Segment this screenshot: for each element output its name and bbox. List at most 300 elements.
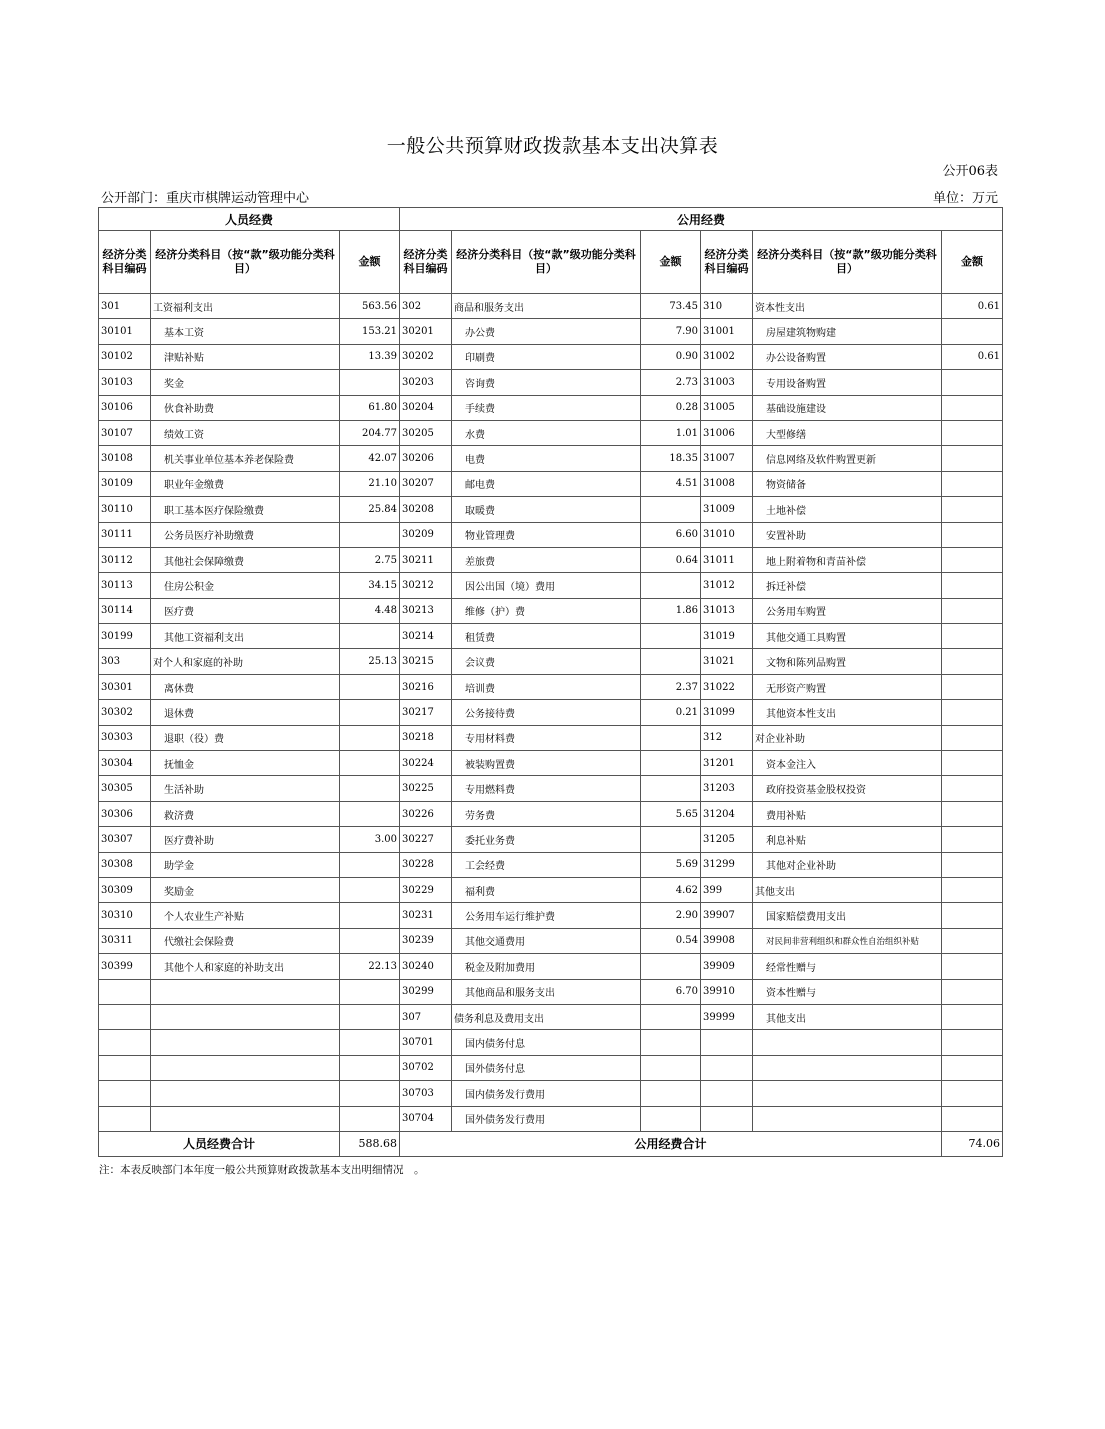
item-code: 39999 — [701, 1004, 753, 1029]
table-row — [99, 547, 1003, 572]
item-name: 资本性支出 — [753, 294, 942, 319]
item-amount — [641, 776, 701, 801]
item-code: 30212 — [400, 573, 452, 598]
item-name: 经常性赠与 — [753, 954, 942, 979]
table-row — [99, 1030, 1003, 1055]
item-amount: 563.56 — [340, 294, 400, 319]
item-name: 对企业补助 — [753, 725, 942, 750]
item-name — [753, 1106, 942, 1131]
item-code: 310 — [701, 294, 753, 319]
item-name: 物业管理费 — [452, 522, 641, 547]
item-code: 30215 — [400, 649, 452, 674]
item-amount: 0.21 — [641, 700, 701, 725]
item-code: 312 — [701, 725, 753, 750]
item-code: 30209 — [400, 522, 452, 547]
item-code: 30208 — [400, 497, 452, 522]
item-code: 31006 — [701, 420, 753, 445]
item-code: 307 — [400, 1004, 452, 1029]
expenditure-table — [98, 207, 1003, 1157]
item-amount — [942, 801, 1003, 826]
table-row — [99, 776, 1003, 801]
name-header: 经济分类科目（按“款”级功能分类科目） — [452, 231, 641, 294]
table-row — [99, 649, 1003, 674]
item-amount: 73.45 — [641, 294, 701, 319]
item-name: 信息网络及软件购置更新 — [753, 446, 942, 471]
personnel-total-label: 人员经费合计 — [99, 1131, 340, 1156]
item-amount — [942, 751, 1003, 776]
item-amount — [942, 522, 1003, 547]
item-code — [99, 979, 151, 1004]
table-row — [99, 522, 1003, 547]
item-name: 公务用车购置 — [753, 598, 942, 623]
item-code: 30110 — [99, 497, 151, 522]
item-name: 工会经费 — [452, 852, 641, 877]
item-name: 物资储备 — [753, 471, 942, 496]
item-name: 其他交通工具购置 — [753, 624, 942, 649]
item-name: 退休费 — [151, 700, 340, 725]
item-code — [701, 1030, 753, 1055]
table-row — [99, 497, 1003, 522]
item-code: 30206 — [400, 446, 452, 471]
item-amount — [340, 1081, 400, 1106]
item-name: 租赁费 — [452, 624, 641, 649]
item-amount — [942, 547, 1003, 572]
public-total-label: 公用经费合计 — [400, 1131, 942, 1156]
item-code: 30111 — [99, 522, 151, 547]
item-amount: 2.75 — [340, 547, 400, 572]
item-code: 30202 — [400, 344, 452, 369]
item-amount — [641, 827, 701, 852]
item-amount: 2.90 — [641, 903, 701, 928]
item-code: 30108 — [99, 446, 151, 471]
item-name: 水费 — [452, 420, 641, 445]
item-code: 31021 — [701, 649, 753, 674]
item-amount — [340, 801, 400, 826]
item-amount: 21.10 — [340, 471, 400, 496]
public-group-header: 公用经费 — [400, 208, 1003, 231]
item-code: 30704 — [400, 1106, 452, 1131]
item-code: 31001 — [701, 319, 753, 344]
item-name: 奖励金 — [151, 877, 340, 902]
item-code: 30299 — [400, 979, 452, 1004]
table-row — [99, 420, 1003, 445]
item-name: 委托业务费 — [452, 827, 641, 852]
item-code: 31201 — [701, 751, 753, 776]
item-name: 其他个人和家庭的补助支出 — [151, 954, 340, 979]
item-amount: 204.77 — [340, 420, 400, 445]
item-code: 31012 — [701, 573, 753, 598]
item-amount: 25.13 — [340, 649, 400, 674]
item-code: 31007 — [701, 446, 753, 471]
item-code: 31299 — [701, 852, 753, 877]
item-amount — [340, 674, 400, 699]
item-name: 维修（护）费 — [452, 598, 641, 623]
item-amount — [942, 776, 1003, 801]
item-code: 30702 — [400, 1055, 452, 1080]
table-row — [99, 573, 1003, 598]
item-code: 39910 — [701, 979, 753, 1004]
item-code: 30213 — [400, 598, 452, 623]
item-amount — [942, 827, 1003, 852]
table-row — [99, 852, 1003, 877]
item-name — [151, 979, 340, 1004]
amount-header: 金额 — [942, 231, 1003, 294]
item-name: 绩效工资 — [151, 420, 340, 445]
item-code: 30218 — [400, 725, 452, 750]
item-amount — [942, 624, 1003, 649]
item-amount — [942, 319, 1003, 344]
item-amount: 4.48 — [340, 598, 400, 623]
item-code: 301 — [99, 294, 151, 319]
item-amount — [942, 649, 1003, 674]
item-code: 31099 — [701, 700, 753, 725]
item-name: 福利费 — [452, 877, 641, 902]
item-amount — [641, 1081, 701, 1106]
item-name: 被装购置费 — [452, 751, 641, 776]
code-header: 经济分类科目编码 — [701, 231, 753, 294]
item-amount — [641, 1004, 701, 1029]
item-name — [753, 1030, 942, 1055]
item-code: 30114 — [99, 598, 151, 623]
item-name: 生活补助 — [151, 776, 340, 801]
table-row — [99, 877, 1003, 902]
department-label: 公开部门：重庆市棋牌运动管理中心 — [101, 191, 310, 206]
name-header: 经济分类科目（按“款”级功能分类科目） — [753, 231, 942, 294]
unit-label: 单位：万元 — [932, 191, 998, 206]
item-code: 30106 — [99, 395, 151, 420]
table-row — [99, 928, 1003, 953]
item-name: 大型修缮 — [753, 420, 942, 445]
code-header: 经济分类科目编码 — [400, 231, 452, 294]
item-name: 津贴补贴 — [151, 344, 340, 369]
item-amount: 0.61 — [942, 294, 1003, 319]
item-amount — [340, 624, 400, 649]
item-name: 医疗费补助 — [151, 827, 340, 852]
item-amount — [942, 1106, 1003, 1131]
item-code — [99, 1055, 151, 1080]
item-code: 30112 — [99, 547, 151, 572]
code-header: 经济分类科目编码 — [99, 231, 151, 294]
item-code: 31022 — [701, 674, 753, 699]
item-code: 30199 — [99, 624, 151, 649]
item-code: 30302 — [99, 700, 151, 725]
item-amount — [641, 1030, 701, 1055]
item-code: 30305 — [99, 776, 151, 801]
item-name: 其他商品和服务支出 — [452, 979, 641, 1004]
item-amount — [641, 624, 701, 649]
item-name: 邮电费 — [452, 471, 641, 496]
item-amount — [340, 1030, 400, 1055]
item-code: 30205 — [400, 420, 452, 445]
item-name: 公务接待费 — [452, 700, 641, 725]
table-row — [99, 827, 1003, 852]
item-code: 30224 — [400, 751, 452, 776]
item-name: 对民间非营利组织和群众性自治组织补贴 — [753, 928, 942, 953]
item-code: 30214 — [400, 624, 452, 649]
item-code: 31203 — [701, 776, 753, 801]
item-name: 国内债务发行费用 — [452, 1081, 641, 1106]
personnel-total-amount: 588.68 — [340, 1131, 400, 1156]
table-row — [99, 471, 1003, 496]
item-name: 住房公积金 — [151, 573, 340, 598]
table-row — [99, 294, 1003, 319]
item-code: 302 — [400, 294, 452, 319]
item-amount: 0.64 — [641, 547, 701, 572]
item-name: 救济费 — [151, 801, 340, 826]
item-name: 土地补偿 — [753, 497, 942, 522]
item-name: 个人农业生产补贴 — [151, 903, 340, 928]
item-code: 30103 — [99, 370, 151, 395]
item-code: 39907 — [701, 903, 753, 928]
item-code: 30204 — [400, 395, 452, 420]
name-header: 经济分类科目（按“款”级功能分类科目） — [151, 231, 340, 294]
item-code: 31013 — [701, 598, 753, 623]
table-row — [99, 446, 1003, 471]
item-code: 39908 — [701, 928, 753, 953]
item-name: 手续费 — [452, 395, 641, 420]
item-amount — [340, 776, 400, 801]
item-code: 31010 — [701, 522, 753, 547]
item-code — [99, 1106, 151, 1131]
page-title: 一般公共预算财政拨款基本支出决算表 — [386, 135, 719, 157]
item-name: 其他社会保障缴费 — [151, 547, 340, 572]
item-code — [701, 1081, 753, 1106]
form-number: 公开06表 — [942, 164, 998, 179]
table-row — [99, 725, 1003, 750]
item-amount: 2.37 — [641, 674, 701, 699]
item-amount — [641, 725, 701, 750]
item-amount — [340, 852, 400, 877]
item-amount — [942, 1030, 1003, 1055]
item-amount: 1.86 — [641, 598, 701, 623]
item-name: 基础设施建设 — [753, 395, 942, 420]
item-code: 30227 — [400, 827, 452, 852]
table-body — [99, 294, 1003, 1132]
table-row — [99, 370, 1003, 395]
item-amount — [340, 370, 400, 395]
item-name: 代缴社会保险费 — [151, 928, 340, 953]
table-row — [99, 598, 1003, 623]
item-code: 31204 — [701, 801, 753, 826]
personnel-group-header: 人员经费 — [99, 208, 400, 231]
item-amount — [942, 370, 1003, 395]
item-amount: 22.13 — [340, 954, 400, 979]
item-amount: 6.60 — [641, 522, 701, 547]
item-amount: 153.21 — [340, 319, 400, 344]
item-code: 30310 — [99, 903, 151, 928]
table-row — [99, 395, 1003, 420]
item-amount: 4.51 — [641, 471, 701, 496]
item-code: 30107 — [99, 420, 151, 445]
item-amount: 6.70 — [641, 979, 701, 1004]
item-amount — [641, 1106, 701, 1131]
item-name: 伙食补助费 — [151, 395, 340, 420]
item-name: 助学金 — [151, 852, 340, 877]
item-name: 取暖费 — [452, 497, 641, 522]
item-code: 30399 — [99, 954, 151, 979]
item-amount — [641, 573, 701, 598]
item-amount — [942, 420, 1003, 445]
table-row — [99, 319, 1003, 344]
item-amount — [641, 954, 701, 979]
item-name: 其他交通费用 — [452, 928, 641, 953]
item-code: 30301 — [99, 674, 151, 699]
item-amount: 0.90 — [641, 344, 701, 369]
item-code: 31005 — [701, 395, 753, 420]
item-amount — [942, 573, 1003, 598]
item-amount: 61.80 — [340, 395, 400, 420]
item-name: 利息补贴 — [753, 827, 942, 852]
table-row — [99, 1004, 1003, 1029]
item-code: 31009 — [701, 497, 753, 522]
table-row — [99, 751, 1003, 776]
item-amount — [340, 522, 400, 547]
item-name: 对个人和家庭的补助 — [151, 649, 340, 674]
table-row — [99, 979, 1003, 1004]
item-name: 国外债务付息 — [452, 1055, 641, 1080]
item-amount — [340, 725, 400, 750]
item-code: 30201 — [400, 319, 452, 344]
item-name: 机关事业单位基本养老保险费 — [151, 446, 340, 471]
item-name: 资本性赠与 — [753, 979, 942, 1004]
amount-header: 金额 — [641, 231, 701, 294]
item-name: 商品和服务支出 — [452, 294, 641, 319]
item-amount — [340, 1055, 400, 1080]
item-name: 办公费 — [452, 319, 641, 344]
item-amount — [641, 497, 701, 522]
item-name: 专用燃料费 — [452, 776, 641, 801]
item-amount — [942, 903, 1003, 928]
item-code: 30703 — [400, 1081, 452, 1106]
item-code: 30303 — [99, 725, 151, 750]
item-code: 30211 — [400, 547, 452, 572]
item-name: 文物和陈列品购置 — [753, 649, 942, 674]
item-name — [753, 1081, 942, 1106]
item-name: 培训费 — [452, 674, 641, 699]
item-name: 电费 — [452, 446, 641, 471]
item-name — [151, 1004, 340, 1029]
amount-header: 金额 — [340, 231, 400, 294]
item-amount — [942, 1055, 1003, 1080]
item-name: 债务利息及费用支出 — [452, 1004, 641, 1029]
item-name — [151, 1055, 340, 1080]
item-name: 拆迁补偿 — [753, 573, 942, 598]
item-code — [701, 1106, 753, 1131]
table-row — [99, 344, 1003, 369]
item-amount — [942, 1004, 1003, 1029]
item-name: 抚恤金 — [151, 751, 340, 776]
item-amount — [340, 903, 400, 928]
footnote: 注：本表反映部门本年度一般公共预算财政拨款基本支出明细情况 。 — [99, 1164, 425, 1176]
item-code: 30101 — [99, 319, 151, 344]
item-code — [99, 1081, 151, 1106]
item-name: 公务用车运行维护费 — [452, 903, 641, 928]
item-amount — [942, 877, 1003, 902]
item-name: 安置补助 — [753, 522, 942, 547]
item-name: 医疗费 — [151, 598, 340, 623]
item-code: 399 — [701, 877, 753, 902]
item-code: 30207 — [400, 471, 452, 496]
item-amount: 7.90 — [641, 319, 701, 344]
item-name: 办公设备购置 — [753, 344, 942, 369]
item-name: 公务员医疗补助缴费 — [151, 522, 340, 547]
item-code: 30309 — [99, 877, 151, 902]
item-code: 31008 — [701, 471, 753, 496]
item-amount: 2.73 — [641, 370, 701, 395]
item-amount — [641, 649, 701, 674]
item-amount — [942, 471, 1003, 496]
item-code: 30306 — [99, 801, 151, 826]
item-code: 30203 — [400, 370, 452, 395]
item-amount: 1.01 — [641, 420, 701, 445]
item-code: 31003 — [701, 370, 753, 395]
item-amount — [340, 1106, 400, 1131]
item-code: 30304 — [99, 751, 151, 776]
table-row — [99, 674, 1003, 699]
item-code: 30228 — [400, 852, 452, 877]
item-name: 会议费 — [452, 649, 641, 674]
item-amount: 4.62 — [641, 877, 701, 902]
item-name: 政府投资基金股权投资 — [753, 776, 942, 801]
table-row — [99, 801, 1003, 826]
item-name: 因公出国（境）费用 — [452, 573, 641, 598]
item-name: 无形资产购置 — [753, 674, 942, 699]
item-amount — [641, 1055, 701, 1080]
item-name: 劳务费 — [452, 801, 641, 826]
table-row — [99, 954, 1003, 979]
item-name — [151, 1030, 340, 1055]
item-amount: 0.28 — [641, 395, 701, 420]
item-code: 30308 — [99, 852, 151, 877]
table-row — [99, 1106, 1003, 1131]
item-name: 职业年金缴费 — [151, 471, 340, 496]
table-row — [99, 624, 1003, 649]
item-code: 303 — [99, 649, 151, 674]
item-amount — [942, 1081, 1003, 1106]
item-code — [99, 1004, 151, 1029]
public-total-amount: 74.06 — [942, 1131, 1003, 1156]
item-code: 30216 — [400, 674, 452, 699]
item-code: 30229 — [400, 877, 452, 902]
item-name: 其他工资福利支出 — [151, 624, 340, 649]
table-row — [99, 903, 1003, 928]
table-row — [99, 1055, 1003, 1080]
item-amount: 18.35 — [641, 446, 701, 471]
item-name: 基本工资 — [151, 319, 340, 344]
item-code — [701, 1055, 753, 1080]
item-name: 房屋建筑物购建 — [753, 319, 942, 344]
item-amount — [641, 751, 701, 776]
item-amount: 5.65 — [641, 801, 701, 826]
item-amount — [942, 497, 1003, 522]
item-amount — [942, 852, 1003, 877]
item-code: 30239 — [400, 928, 452, 953]
item-name — [151, 1106, 340, 1131]
item-name: 国内债务付息 — [452, 1030, 641, 1055]
item-name: 印刷费 — [452, 344, 641, 369]
item-name — [151, 1081, 340, 1106]
item-name: 工资福利支出 — [151, 294, 340, 319]
item-code: 31011 — [701, 547, 753, 572]
item-name: 退职（役）费 — [151, 725, 340, 750]
item-amount: 0.54 — [641, 928, 701, 953]
item-name: 其他资本性支出 — [753, 700, 942, 725]
item-code: 30225 — [400, 776, 452, 801]
item-name: 离休费 — [151, 674, 340, 699]
item-amount — [942, 725, 1003, 750]
item-code: 30113 — [99, 573, 151, 598]
item-amount: 34.15 — [340, 573, 400, 598]
